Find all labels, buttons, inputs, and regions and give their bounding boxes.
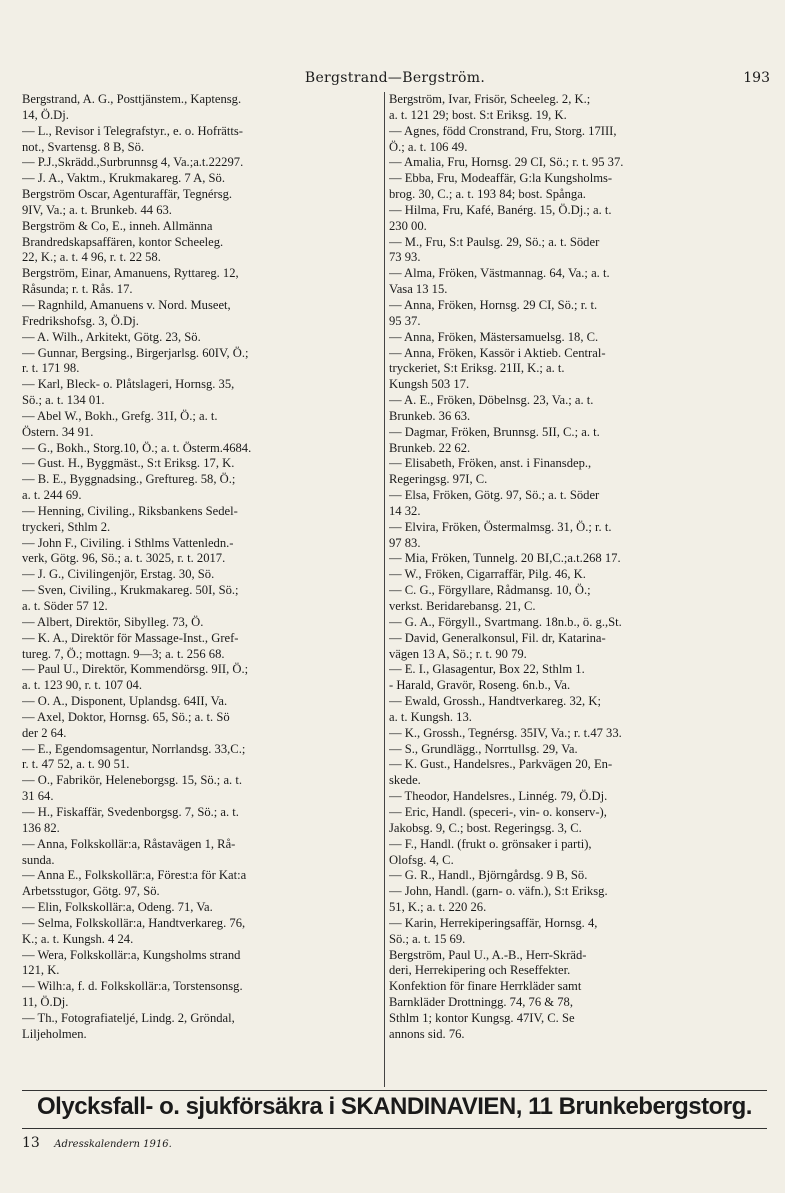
directory-entry-line: — Dagmar, Fröken, Brunnsg. 5II, C.; a. t. [389,424,600,439]
directory-entry-line: verkst. Beridarebansg. 21, C. [389,599,536,613]
publication-name: Adresskalendern 1916. [54,1139,172,1150]
directory-entry-line: — Ewald, Grossh., Handtverkareg. 32, K; [389,694,601,709]
directory-entry-line: — Alma, Fröken, Västmannag. 64, Va.; a. t. [389,266,610,281]
directory-entry-line: Vasa 13 15. [389,282,448,297]
directory-entry-line: — Ebba, Fru, Modeaffär, G:la Kungsholms- [389,171,613,186]
directory-entry-line: 11, Ö.Dj. [22,995,69,1010]
directory-entry-line: — L., Revisor i Telegrafstyr., e. o. Hofrätts- [22,123,243,138]
directory-entry-line: - Harald, Gravör, Roseng. 6n.b., Va. [389,678,571,693]
directory-entry-line: — F., Handl. (frukt o. grönsaker i parti), [389,836,592,851]
directory-entry-line: vägen 13 A, Sö.; r. t. 90 79. [389,646,527,661]
directory-entry-line: — Theodor, Handelsres., Linnég. 79, Ö.Dj. [389,789,608,804]
ad-top-rule [22,1090,767,1091]
directory-entry-line: 22, K.; a. t. 4 96, r. t. 22 58. [22,250,161,265]
directory-entry-line: Sö.; a. t. 134 01. [22,393,105,408]
directory-entry-line: — G. R., Handl., Björngårdsg. 9 B, Sö. [389,868,588,883]
directory-entry-line: K.; a. t. Kungsh. 4 24. [22,931,134,946]
directory-entry-line: — Albert, Direktör, Sibylleg. 73, Ö. [22,614,204,629]
directory-entry-line: — G. A., Förgyll., Svartmang. 18n.b., ö. g.,St. [389,614,622,629]
directory-entry-line: — Agnes, född Cronstrand, Fru, Storg. 17III, [389,123,617,138]
directory-entry-line: — Gunnar, Bergsing., Birgerjarlsg. 60IV, Ö.; [22,345,249,360]
directory-entry-line: — Hilma, Fru, Kafé, Banérg. 15, Ö.Dj.; a. t. [389,202,612,217]
directory-entry-line: a. t. 121 29; bost. S:t Eriksg. 19, K. [389,107,567,122]
directory-entry-line: r. t. 171 98. [22,361,80,376]
directory-entry-line: — J. A., Vaktm., Krukmakareg. 7 A, Sö. [22,171,226,186]
directory-entry-line: tryckeriet, S:t Eriksg. 21II, K.; a. t. [389,361,565,376]
directory-entry-line: — K., Grossh., Tegnérsg. 35IV, Va.; r. t.47 33. [389,725,622,740]
directory-entry-line: — Elvira, Fröken, Östermalmsg. 31, Ö.; r. t. [389,519,612,534]
directory-entry-line: — Selma, Folkskollär:a, Handtverkareg. 76, [22,915,246,930]
directory-columns [22,92,772,1092]
directory-entry-line: tureg. 7, Ö.; mottagn. 9—3; a. t. 256 68. [22,646,225,661]
directory-entry-line: 136 82. [22,820,60,835]
directory-entry-line: — P.J.,Skrädd.,Surbrunnsg 4, Va.;a.t.22297. [22,155,244,170]
directory-entry-line: Sö.; a. t. 15 69. [389,931,466,946]
directory-entry-line: Liljeholmen. [22,1026,87,1041]
signature-number: 13 [22,1135,40,1151]
directory-entry-line: brog. 30, C.; a. t. 193 84; bost. Spånga. [389,187,586,202]
directory-entry-line: Ö.; a. t. 106 49. [389,139,468,154]
directory-entry-line: — Elisabeth, Fröken, anst. i Finansdep., [389,456,592,471]
directory-entry-line: — E., Egendomsagentur, Norrlandsg. 33,C.; [22,741,246,756]
directory-entry-line: der 2 64. [22,725,67,740]
directory-entry-line: 121, K. [22,963,60,978]
directory-entry-line: — Anna, Folkskollär:a, Råstavägen 1, Rå- [22,836,236,851]
directory-entry-line: Olofsg. 4, C. [389,852,454,867]
directory-entry-line: — Elsa, Fröken, Götg. 97, Sö.; a. t. Söder [389,488,600,503]
directory-entry-line: — Eric, Handl. (speceri-, vin- o. konserv-), [389,804,607,819]
directory-entry-line: — W., Fröken, Cigarraffär, Pilg. 46, K. [389,567,586,582]
directory-entry-line: 230 00. [389,218,427,233]
directory-entry-line: — John F., Civiling. i Sthlms Vattenledn.- [22,535,234,550]
directory-entry-line: Bergström, Paul U., A.-B., Herr-Skräd- [389,947,587,962]
directory-entry-line: — Abel W., Bokh., Grefg. 31I, Ö.; a. t. [22,408,218,423]
directory-entry-line: Råsunda; r. t. Rås. 17. [22,282,133,297]
directory-entry-line: — M., Fru, S:t Paulsg. 29, Sö.; a. t. Söder [389,234,600,249]
directory-entry-line: — Anna, Fröken, Mästersamuelsg. 18, C. [389,329,599,344]
directory-entry-line: — Ragnhild, Amanuens v. Nord. Museet, [22,297,231,312]
directory-entry-line: Bergström, Einar, Amanuens, Ryttareg. 12, [22,266,239,281]
directory-entry-line: — Mia, Fröken, Tunnelg. 20 BI,C.;a.t.268 17. [389,551,621,566]
directory-entry-line: Arbetsstugor, Götg. 97, Sö. [22,884,160,899]
directory-entry-line: — Sven, Civiling., Krukmakareg. 50I, Sö.; [22,583,239,598]
directory-entry-line: Östern. 34 91. [22,424,94,439]
directory-entry-line: 73 93. [389,250,421,265]
directory-entry-line: — Anna, Fröken, Kassör i Aktieb. Central- [389,345,606,360]
directory-entry-line: — S., Grundlägg., Norrtullsg. 29, Va. [389,741,578,756]
directory-entry-line: — Henning, Civiling., Riksbankens Sedel- [22,503,238,518]
directory-entry-line: not., Svartensg. 8 B, Sö. [22,139,145,154]
directory-entry-line: skede. [389,773,421,788]
directory-entry-line: Kungsh 503 17. [389,377,470,392]
directory-entry-line: Bergström & Co, E., inneh. Allmänna [22,218,213,233]
directory-entry-line: deri, Herrekipering och Reseffekter. [389,963,571,978]
directory-entry-line: 9IV, Va.; a. t. Brunkeb. 44 63. [22,202,172,217]
column-divider [384,92,385,1087]
directory-entry-line: — Anna, Fröken, Hornsg. 29 CI, Sö.; r. t. [389,297,598,312]
directory-entry-line: a. t. Söder 57 12. [22,599,108,613]
directory-entry-line: 14 32. [389,503,421,518]
directory-entry-line: — K. A., Direktör för Massage-Inst., Gref- [22,630,239,645]
directory-entry-line: a. t. 123 90, r. t. 107 04. [22,678,142,693]
directory-entry-line: — Amalia, Fru, Hornsg. 29 CI, Sö.; r. t. 95 37. [389,155,624,170]
directory-entry-line: tryckeri, Sthlm 2. [22,519,111,534]
directory-entry-line: — Karl, Bleck- o. Plåtslageri, Hornsg. 35, [22,377,235,392]
directory-entry-line: — Wilh:a, f. d. Folkskollär:a, Torstensonsg. [22,979,243,994]
directory-entry-line: Brunkeb. 22 62. [389,440,471,455]
directory-entry-line: 14, Ö.Dj. [22,107,69,122]
directory-entry-line: r. t. 47 52, a. t. 90 51. [22,757,130,772]
directory-entry-line: — C. G., Förgyllare, Rådmansg. 10, Ö.; [389,583,591,598]
directory-entry-line: — Wera, Folkskollär:a, Kungsholms strand [22,947,241,962]
directory-entry-line: — Th., Fotografiateljé, Lindg. 2, Gröndal, [22,1010,235,1025]
directory-entry-line: — Axel, Doktor, Hornsg. 65, Sö.; a. t. Sö [22,709,230,724]
directory-entry-line: Brunkeb. 36 63. [389,408,471,423]
directory-entry-line: sunda. [22,852,55,867]
directory-entry-line: 31 64. [22,789,54,804]
directory-entry-line: — K. Gust., Handelsres., Parkvägen 20, En- [389,757,613,772]
directory-entry-line: Regeringsg. 97I, C. [389,472,488,487]
directory-entry-line: — Paul U., Direktör, Kommendörsg. 9II, Ö.; [22,662,249,677]
directory-entry-line: Bergstrand, A. G., Posttjänstem., Kaptensg. [22,92,242,106]
directory-entry-line: — J. G., Civilingenjör, Erstag. 30, Sö. [22,567,215,582]
directory-entry-line: Brandredskapsaffären, kontor Scheeleg. [22,234,224,249]
directory-entry-line: 95 37. [389,313,421,328]
ad-bottom-rule [22,1128,767,1129]
directory-entry-line: 97 83. [389,535,421,550]
directory-entry-line: — A. Wilh., Arkitekt, Götg. 23, Sö. [22,329,201,344]
directory-entry-line: Konfektion för finare Herrkläder samt [389,979,582,994]
directory-entry-line: Barnkläder Drottningg. 74, 76 & 78, [389,995,573,1010]
directory-entry-line: — B. E., Byggnadsing., Greftureg. 58, Ö.; [22,472,236,487]
directory-entry-line: — Elin, Folkskollär:a, Odeng. 71, Va. [22,900,213,915]
page-number: 193 [743,70,770,86]
directory-entry-line: — O., Fabrikör, Heleneborgsg. 15, Sö.; a. t. [22,773,242,788]
directory-entry-line: a. t. 244 69. [22,488,82,503]
directory-entry-line: Jakobsg. 9, C.; bost. Regeringsg. 3, C. [389,820,582,835]
directory-entry-line: — E. I., Glasagentur, Box 22, Sthlm 1. [389,662,585,677]
directory-entry-line: a. t. Kungsh. 13. [389,709,472,724]
insurance-advertisement: Olycksfall- o. sjukförsäkra i SKANDINAVIEN, 11 Brunkebergstorg. [37,1093,752,1120]
page-header [20,70,770,90]
left-column [22,92,382,1043]
directory-entry-line: — Anna E., Folkskollär:a, Förest:a för Kat:a [22,868,247,883]
directory-entry-line: — Gust. H., Byggmäst., S:t Eriksg. 17, K. [22,456,235,471]
directory-entry-line: — Karin, Herrekiperingsaffär, Hornsg. 4, [389,915,598,930]
directory-entry-line: — G., Bokh., Storg.10, Ö.; a. t. Österm.4684. [22,440,252,455]
directory-entry-line: — H., Fiskaffär, Svedenborgsg. 7, Sö.; a. t. [22,804,239,819]
directory-entry-line: 51, K.; a. t. 220 26. [389,900,487,915]
page-footer [22,1135,172,1151]
directory-entry-line: annons sid. 76. [389,1026,465,1041]
directory-entry-line: Bergström, Ivar, Frisör, Scheeleg. 2, K.; [389,92,591,106]
directory-entry-line: verk, Götg. 96, Sö.; a. t. 3025, r. t. 2017. [22,551,226,566]
directory-entry-line: Bergström Oscar, Agenturaffär, Tegnérsg. [22,187,233,202]
right-column [389,92,749,1043]
directory-entry-line: — A. E., Fröken, Döbelnsg. 23, Va.; a. t. [389,393,594,408]
directory-entry-line: — David, Generalkonsul, Fil. dr, Katarina- [389,630,606,645]
directory-entry-line: Sthlm 1; kontor Kungsg. 47IV, C. Se [389,1010,575,1025]
running-head: Bergstrand—Bergström. [304,70,486,86]
directory-entry-line: — O. A., Disponent, Uplandsg. 64II, Va. [22,694,228,709]
directory-entry-line: — John, Handl. (garn- o. väfn.), S:t Eriksg. [389,884,608,899]
directory-entry-line: Fredrikshofsg. 3, Ö.Dj. [22,313,139,328]
